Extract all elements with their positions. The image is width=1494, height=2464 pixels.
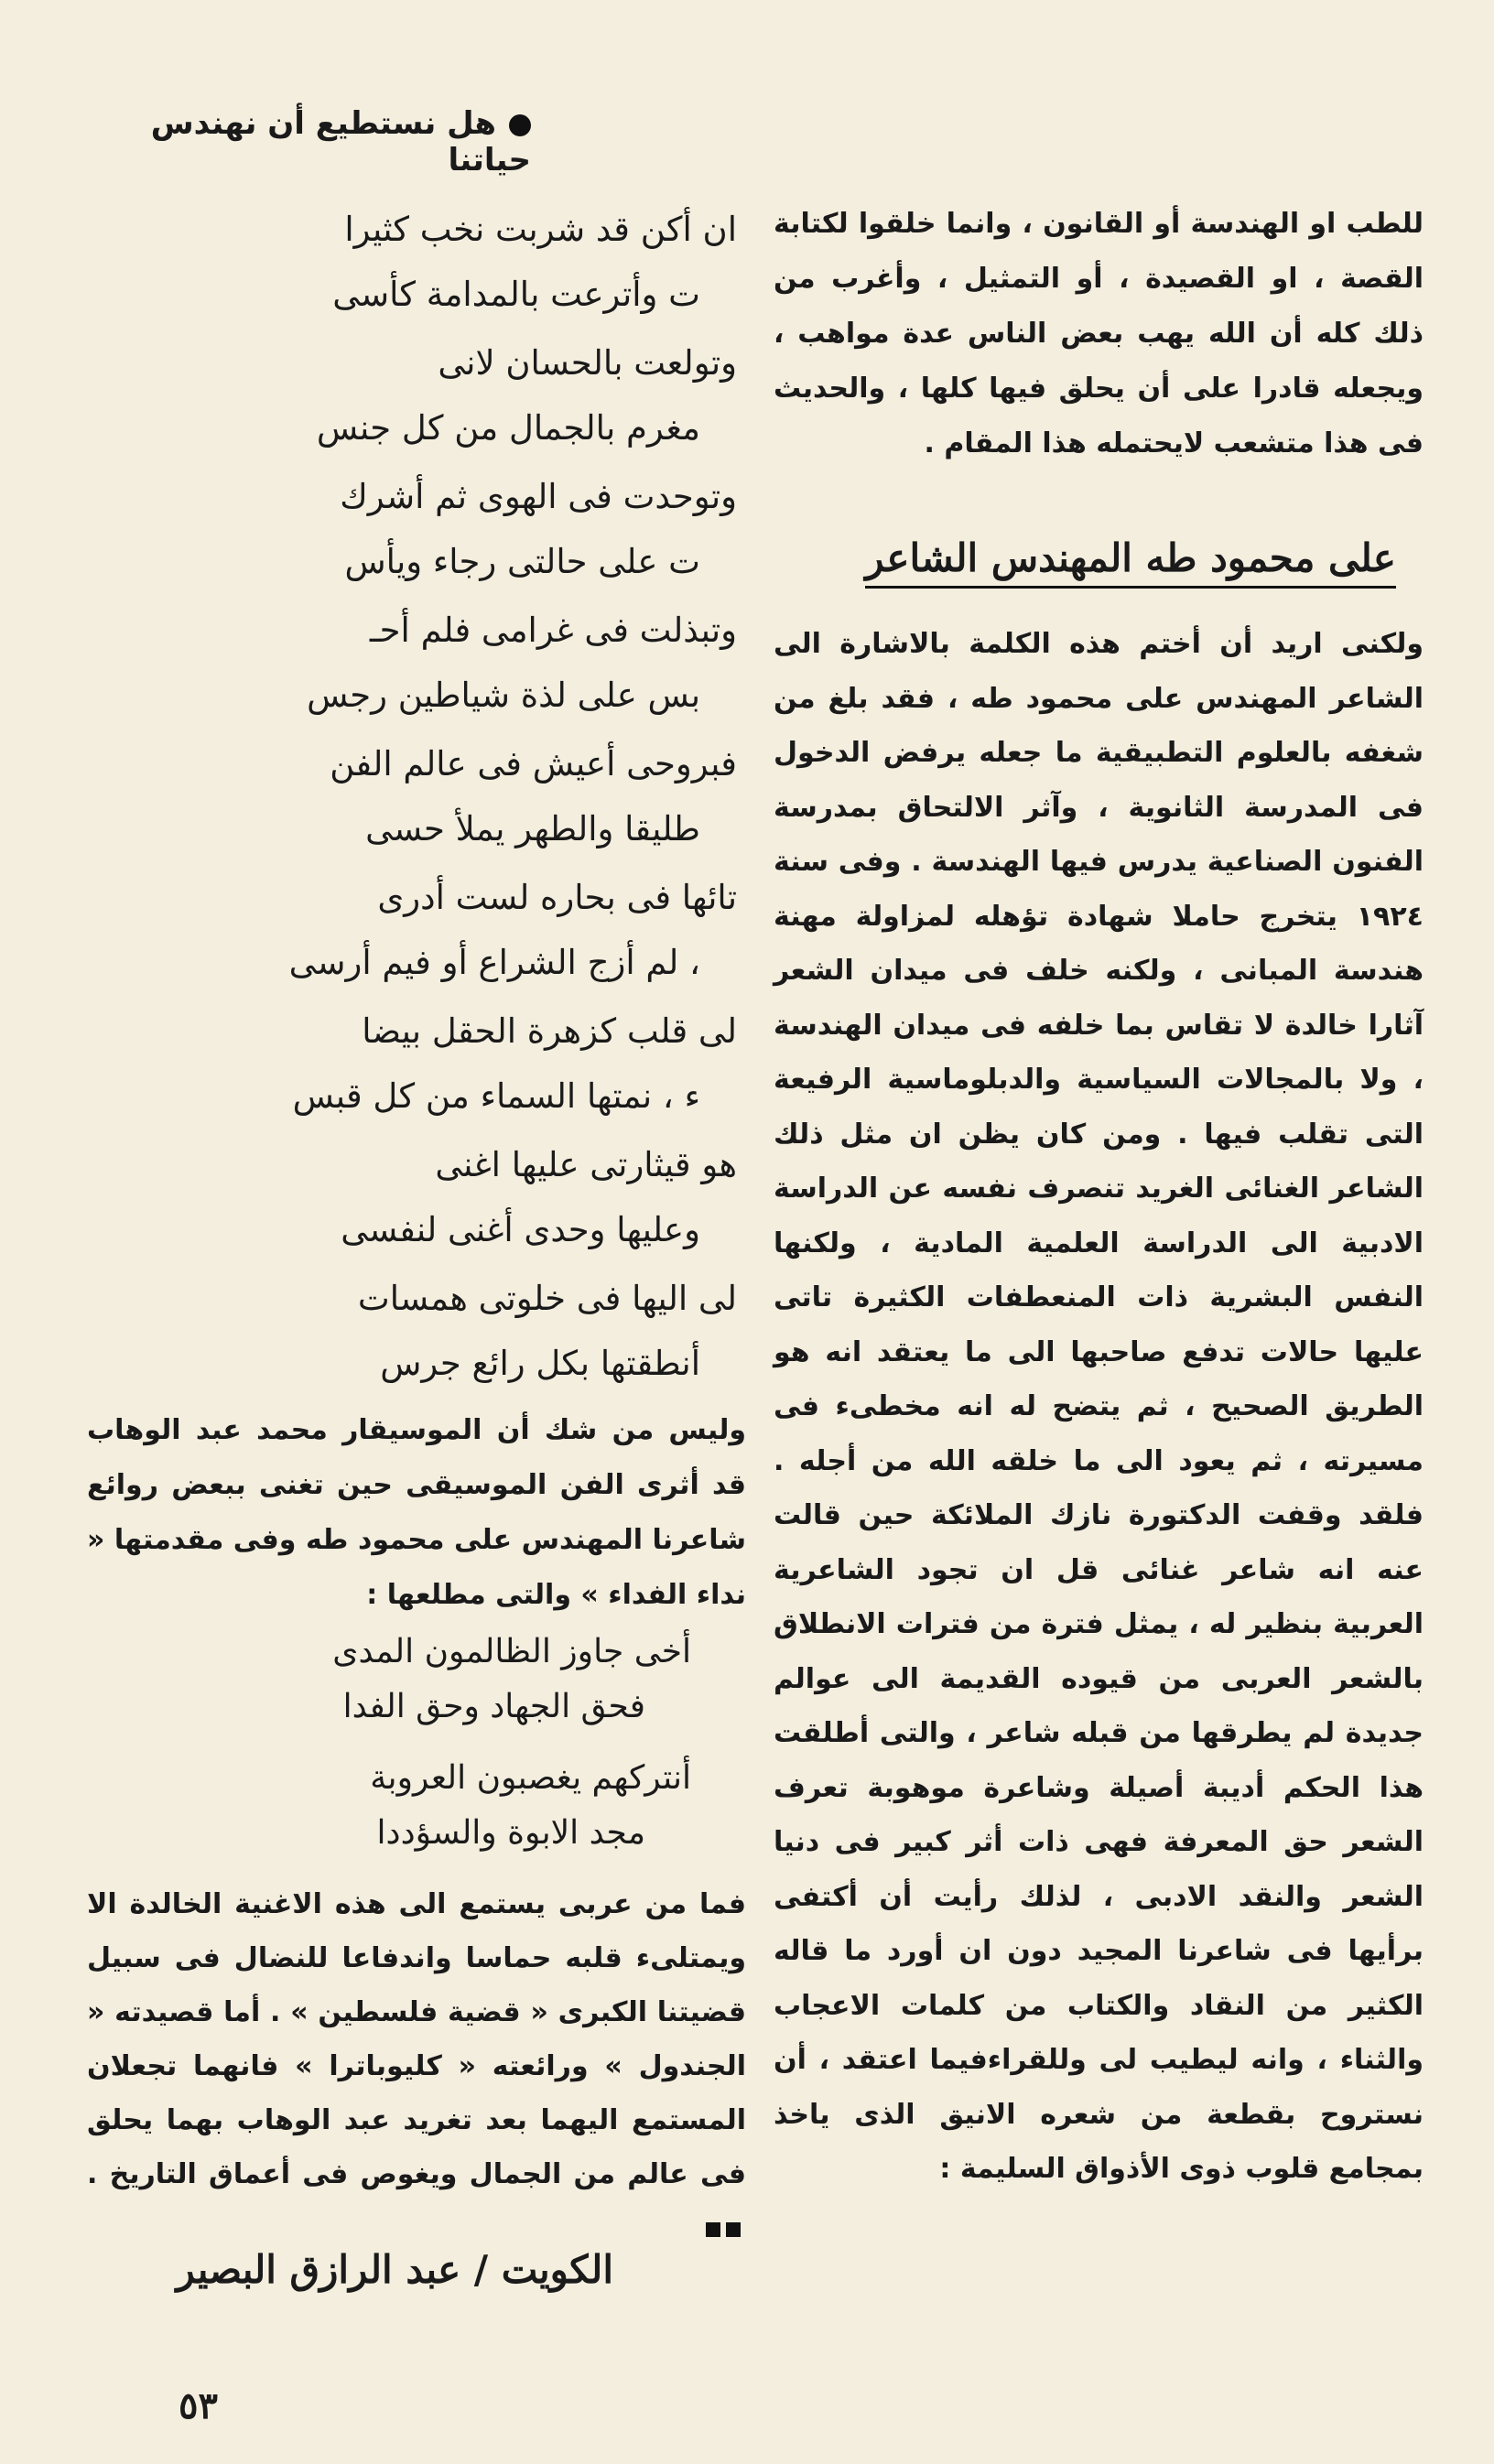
- verse-couplet: [87, 1132, 746, 1262]
- verse-couplet: [87, 1266, 746, 1396]
- right-column: [774, 197, 1424, 2302]
- poem-block-1: [87, 197, 746, 1396]
- verse-line: أنطقتها بكل رائع جرس: [380, 1344, 700, 1383]
- verse-line: لى قلب كزهرة الحقل بيضا: [362, 1011, 737, 1051]
- verse-line: فحق الجهاد وحق الفدا: [342, 1688, 645, 1725]
- verse-line: وتولعت بالحسان لانى: [438, 343, 737, 383]
- verse-line: تائها فى بحاره لست أدرى: [377, 878, 737, 917]
- running-header: [82, 105, 531, 178]
- verse-line: وعليها وحدى أغنى لنفسى: [341, 1210, 700, 1249]
- verse-couplet: [87, 1751, 746, 1861]
- prose-paragraph-2: [87, 1877, 746, 2255]
- verse-line: أخى جاوز الظالمون المدى: [332, 1633, 691, 1670]
- verse-line: بس على لذة شياطين رجس: [307, 675, 700, 715]
- bullet-icon: [509, 114, 531, 136]
- poem-block-2: [87, 1625, 746, 1861]
- verse-couplet: [87, 330, 746, 460]
- verse-line: ان أكن قد شربت نخب كثيرا: [344, 210, 737, 249]
- verse-couplet: [87, 865, 746, 995]
- verse-couplet: [87, 598, 746, 728]
- verse-line: ء ، نمتها السماء من كل قبس: [292, 1076, 700, 1116]
- verse-couplet: [87, 999, 746, 1129]
- verse-line: أنتركهم يغصبون العروبة: [370, 1759, 691, 1797]
- verse-line: مغرم بالجمال من كل جنس: [316, 408, 700, 448]
- prose-paragraph-1: وليس من شك أن الموسيقار محمد عبد الوهاب قد أثرى الفن الموسيقى حين تغنى ببعض روائع شاعرنا المهندس على محمود طه وفى مقدمتها « نداء الفداء » والتى مطلعها :: [87, 1414, 746, 1611]
- verse-line: ت على حالتى رجاء ويأس: [344, 542, 700, 581]
- verse-line: ، لم أزج الشراع أو فيم أرسى: [288, 943, 700, 982]
- verse-line: وتوحدت فى الهوى ثم أشرك: [340, 477, 737, 516]
- verse-line: لى اليها فى خلوتى همسات: [357, 1279, 737, 1318]
- section-title: [774, 535, 1396, 580]
- verse-line: ت وأترعت بالمدامة كأسى: [332, 275, 700, 314]
- prose-paragraph-2-text: فما من عربى يستمع الى هذه الاغنية الخالدة الا ويمتلىء قلبه حماسا واندفاعا للنضال فى سبيل قضيتنا الكبرى « قضية فلسطين » . أما قصيدته « الجندول » ورائعته « كليوباترا » فانهما تجعلان المستمع اليهما بعد تغريد عبد الوهاب بهما يحلق فى عالم من الجمال ويغوص فى أعماق التاريخ .: [87, 1888, 746, 2190]
- header-title: هل نستطيع أن نهندس حياتنا: [150, 105, 531, 178]
- author-signature: الكويت / عبد الرازق البصير: [176, 2247, 613, 2292]
- body-paragraph: ولكنى اريد أن أختم هذه الكلمة بالاشارة الى الشاعر المهندس على محمود طه ، فقد بلغ من شغفه بالعلوم التطبيقية ما جعله يرفض الدخول فى المدرسة الثانوية ، وآثر الالتحاق بمدرسة الفنون الصناعية يدرس فيها الهندسة . وفى سنة ١٩٢٤ يتخرج حاملا شهادة تؤهله لمزاولة مهنة هندسة المبانى ، ولكنه خلف فى ميدان الشعر آثارا خالدة لا تقاس بما خلفه فى ميدان الهندسة ، ولا بالمجالات السياسية والدبلوماسية الرفيعة التى تقلب فيها . ومن كان يظن ان مثل ذلك الشاعر الغنائى الغريد تنصرف نفسه عن الدراسة الادبية الى الدراسة العلمية المادية ، ولكنها النفس البشرية ذات المنعطفات الكثيرة تاتى عليها حالات تدفع صاحبها الى ما يعتقد انه هو الطريق الصحيح ، ثم يتضح له انه مخطىء فى مسيرته ، ثم يعود الى ما خلقه الله من أجله . فلقد وقفت الدكتورة نازك الملائكة حين قالت عنه انه شاعر غنائى قل ان تجود الشاعرية العربية بنظير له ، يمثل فترة من فترات الانطلاق بالشعر العربى من قيوده القديمة الى عوالم جديدة لم يطرقها من قبله شاعر ، والتى أطلقت هذا الحكم أديبة أصيلة وشاعرة موهوبة تعرف الشعر حق المعرفة فهى ذات أثر كبير فى دنيا الشعر والنقد الادبى ، لذلك رأيت أن أكتفى برأيها فى شاعرنا المجيد دون ان أورد ما قاله الكثير من النقاد والكتاب من كلمات الاعجاب والثناء ، وانه ليطيب لى وللقراءفيما اعتقد ، أن نستروح بقطعة من شعره الانيق الذى ياخذ بمجامع قلوب ذوى الأذواق السليمة :: [774, 628, 1424, 2185]
- verse-line: طليقا والطهر يملأ حسى: [365, 809, 700, 848]
- left-column: [87, 197, 746, 2302]
- intro-paragraph: للطب او الهندسة أو القانون ، وانما خلقوا لكتابة القصة ، او القصيدة ، أو التمثيل ، وأغرب من ذلك كله أن الله يهب بعض الناس عدة مواهب ، ويجعله قادرا على أن يحلق فيها كلها ، والحديث فى هذا متشعب لايحتمله هذا المقام .: [774, 208, 1424, 459]
- verse-couplet: [87, 731, 746, 861]
- verse-line: فبروحى أعيش فى عالم الفن: [330, 744, 737, 784]
- section-title-text: على محمود طه المهندس الشاعر: [865, 535, 1396, 589]
- verse-line: وتبذلت فى غرامى فلم أحـ: [369, 611, 737, 650]
- page-number: ٥٣: [179, 2384, 218, 2427]
- verse-line: مجد الابوة والسؤددا: [376, 1814, 645, 1852]
- verse-couplet: [87, 1625, 746, 1735]
- verse-couplet: [87, 464, 746, 594]
- end-mark-icon: [706, 2212, 746, 2244]
- verse-couplet: [87, 197, 746, 327]
- verse-line: هو قيثارتى عليها اغنى: [435, 1145, 737, 1184]
